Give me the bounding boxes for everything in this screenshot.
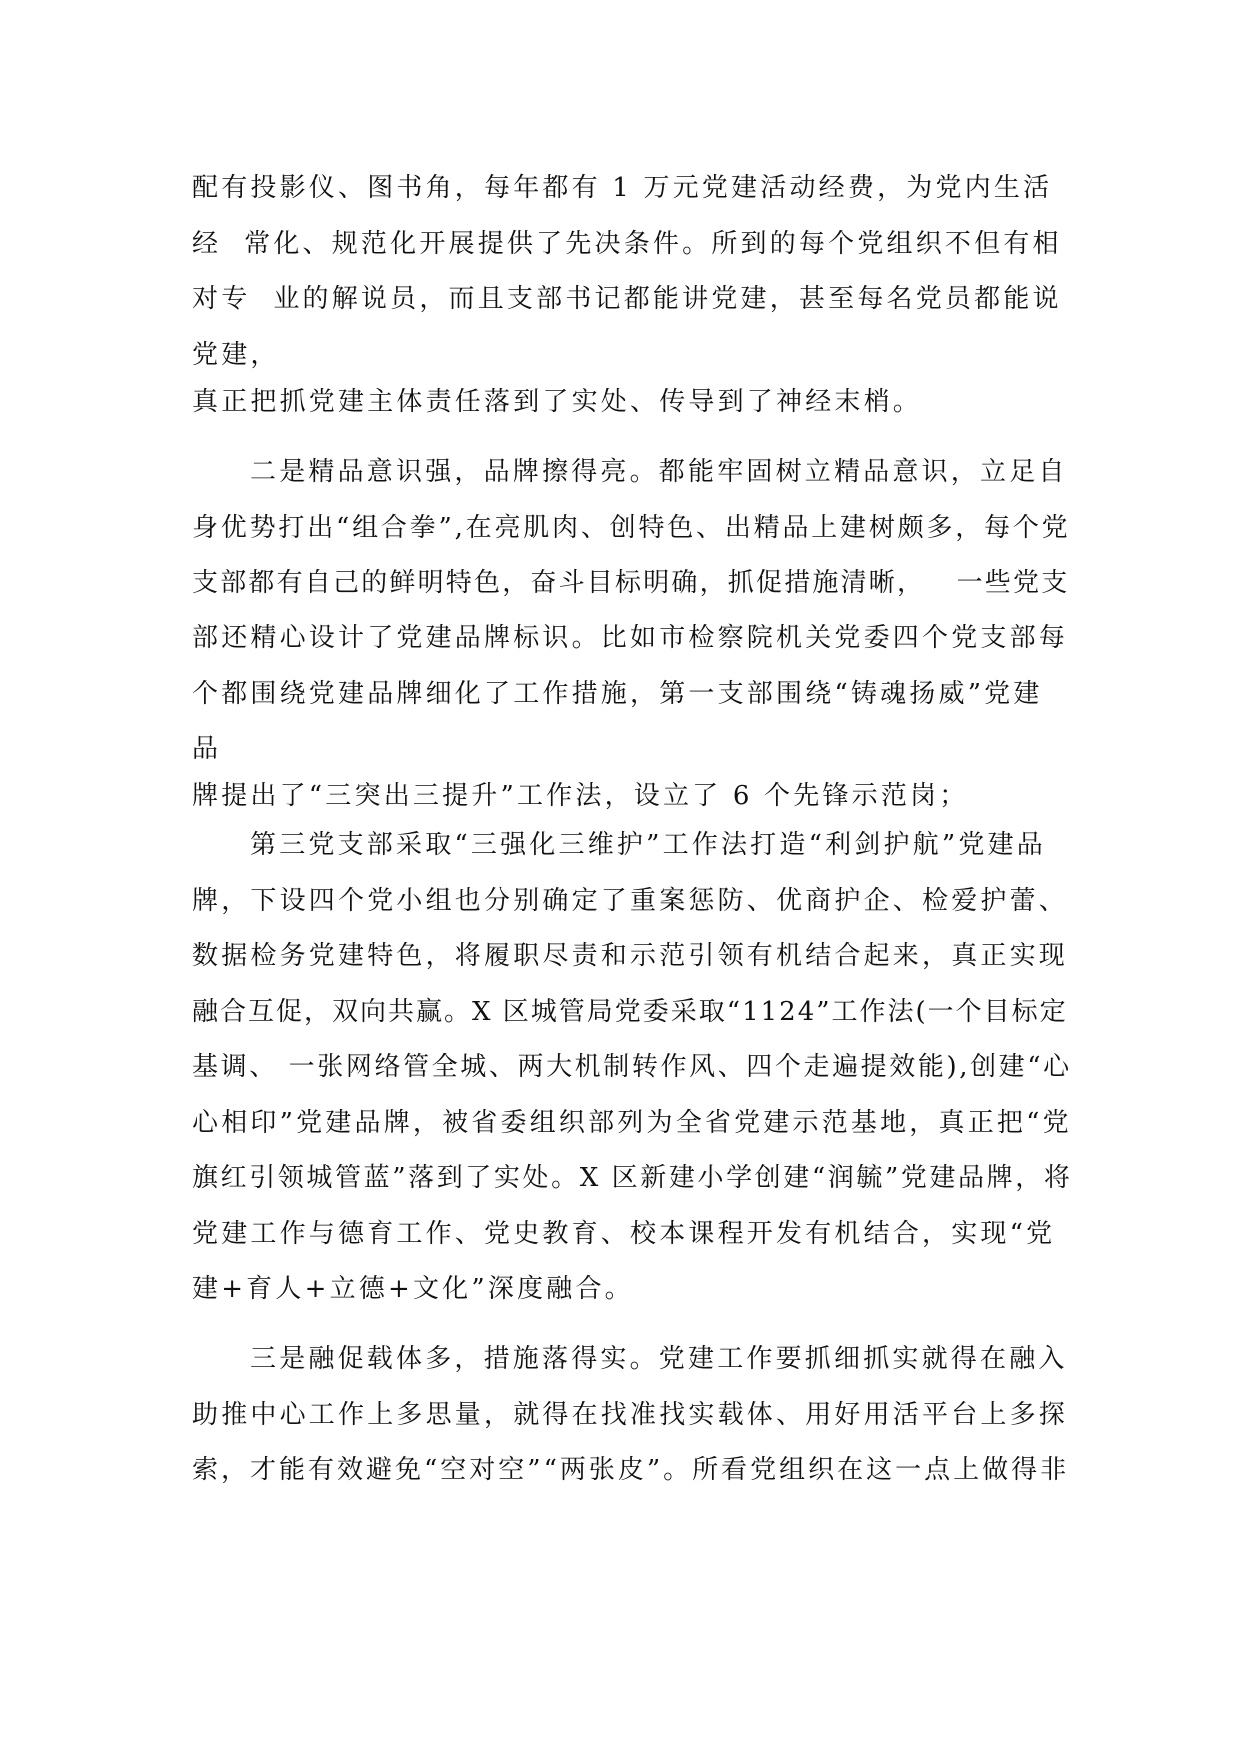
paragraph-2-line-1: 二是精品意识强，品牌擦得亮。都能牢固树立精品意识，立足自 <box>250 457 1068 487</box>
text-line-1: 配有投影仪、图书角，每年都有 1 万元党建活动经费，为党内生活 <box>192 173 1053 203</box>
text-line-18: 心相印”党建品牌，被省委组织部列为全省党建示范基地，真正把“党 <box>192 1108 1072 1138</box>
text-line-14: 牌，下设四个党小组也分别确定了重案惩防、优商护企、检爱护蕾、 <box>192 886 1069 916</box>
text-line-7: 身优势打出“组合拳”,在亮肌肉、创特色、出精品上建树颇多，每个党 <box>192 513 1071 543</box>
text-line-10: 个都围绕党建品牌细化了工作措施，第一支部围绕“铸魂扬威”党建 <box>192 679 1043 709</box>
text-line-16: 融合互促，双向共赢。X 区城管局党委采取“1124”工作法(一个目标定 <box>192 997 1068 1027</box>
text-line-19: 旗红引领城管蓝”落到了实处。X 区新建小学创建“润毓”党建品牌，将 <box>192 1163 1073 1193</box>
text-line-23: 助推中心工作上多思量，就得在找准找实载体、用好用活平台上多探 <box>192 1400 1069 1430</box>
text-line-21: 建+育人+立德+文化”深度融合。 <box>192 1274 634 1304</box>
paragraph-3-line-1: 第三党支部采取“三强化三维护”工作法打造“利剑护航”党建品 <box>250 830 1046 860</box>
text-line-4: 党建， <box>192 340 280 370</box>
text-line-24: 索，才能有效避免“空对空”“两张皮”。所看党组织在这一点上做得非 <box>192 1455 1070 1485</box>
text-line-2: 经 常化、规范化开展提供了先决条件。所到的每个党组织不但有相 <box>192 229 1062 259</box>
text-line-11: 品 <box>192 734 222 764</box>
text-line-3: 对专 业的解说员，而且支部书记都能讲党建，甚至每名党员都能说 <box>192 284 1062 314</box>
text-line-5: 真正把抓党建主体责任落到了实处、传导到了神经末梢。 <box>192 387 923 417</box>
text-line-9: 部还精心设计了党建品牌标识。比如市检察院机关党委四个党支部每 <box>192 623 1069 653</box>
text-line-15: 数据检务党建特色，将履职尽责和示范引领有机结合起来，真正实现 <box>192 941 1069 971</box>
text-line-20: 党建工作与德育工作、党史教育、校本课程开发有机结合，实现“党 <box>192 1219 1056 1249</box>
text-line-8: 支部都有自己的鲜明特色，奋斗目标明确，抓促措施清晰， 一些党支 <box>192 568 1070 598</box>
text-line-12: 牌提出了“三突出三提升”工作法，设立了 6 个先锋示范岗； <box>192 781 969 811</box>
text-line-17: 基调、 一张网络管全城、两大机制转作风、四个走遍提效能),创建“心 <box>192 1052 1072 1082</box>
paragraph-4-line-1: 三是融促载体多，措施落得实。党建工作要抓细抓实就得在融入 <box>250 1344 1068 1374</box>
